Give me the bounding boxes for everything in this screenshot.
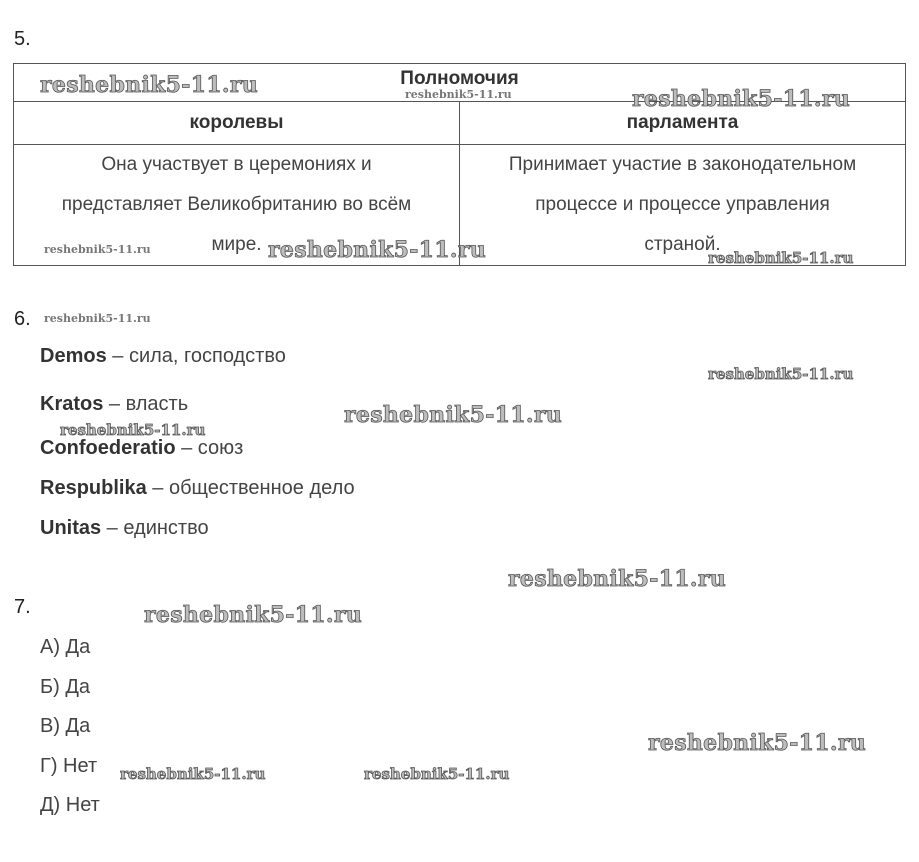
watermark: reshebnik5-11.ru [632, 86, 851, 112]
watermark: reshebnik5-11.ru [364, 765, 510, 783]
watermark: reshebnik5-11.ru [344, 402, 563, 428]
watermark: reshebnik5-11.ru [708, 249, 854, 267]
term-item [40, 477, 355, 500]
term-word: Demos [40, 345, 107, 367]
term-word: Kratos [40, 393, 104, 415]
queen-powers-line-3: мире. [211, 234, 262, 255]
watermark: reshebnik5-11.ru [405, 88, 512, 101]
term-item [40, 393, 188, 416]
answer-item: Г) Нет [40, 755, 98, 777]
term-word: Respublika [40, 477, 147, 499]
col-parliament-header: парламента [460, 102, 906, 145]
parliament-powers-line-3: страной. [644, 234, 721, 255]
task-6-number: 6. [14, 308, 31, 330]
term-meaning: – власть [103, 393, 189, 415]
task-5-number: 5. [14, 28, 31, 50]
table-header: Полномочия [14, 64, 906, 102]
task-7-number: 7. [14, 596, 31, 618]
parliament-powers-cell [460, 145, 906, 266]
watermark: reshebnik5-11.ru [708, 365, 854, 383]
watermark: reshebnik5-11.ru [120, 765, 266, 783]
watermark: reshebnik5-11.ru [144, 602, 363, 628]
term-meaning: – единство [101, 517, 209, 539]
col-queen-header: королевы [14, 102, 460, 145]
answer-item: В) Да [40, 715, 91, 737]
parliament-powers-line-2: процессе и процессе управления [535, 194, 830, 215]
answer-item: Д) Нет [40, 794, 100, 816]
watermark: reshebnik5-11.ru [44, 243, 151, 256]
watermark: reshebnik5-11.ru [648, 730, 867, 756]
queen-powers-line-1: Она участвует в церемониях и [101, 154, 372, 175]
watermark: reshebnik5-11.ru [508, 566, 727, 592]
queen-powers-line-2: представляет Великобританию во всём [61, 194, 412, 215]
term-meaning: – общественное дело [146, 477, 355, 499]
term-item [40, 437, 243, 460]
watermark: reshebnik5-11.ru [44, 312, 151, 325]
answer-item: А) Да [40, 636, 91, 658]
watermark: reshebnik5-11.ru [40, 72, 259, 98]
answer-item: Б) Да [40, 676, 91, 698]
term-word: Confoederatio [40, 437, 176, 459]
parliament-powers-line-1: Принимает участие в законодательном [508, 154, 857, 175]
term-item [40, 517, 209, 540]
watermark: reshebnik5-11.ru [60, 421, 206, 439]
term-item [40, 345, 286, 368]
term-word: Unitas [40, 517, 102, 539]
term-meaning: – сила, господство [106, 345, 286, 367]
term-meaning: – союз [175, 437, 244, 459]
watermark: reshebnik5-11.ru [268, 237, 487, 263]
